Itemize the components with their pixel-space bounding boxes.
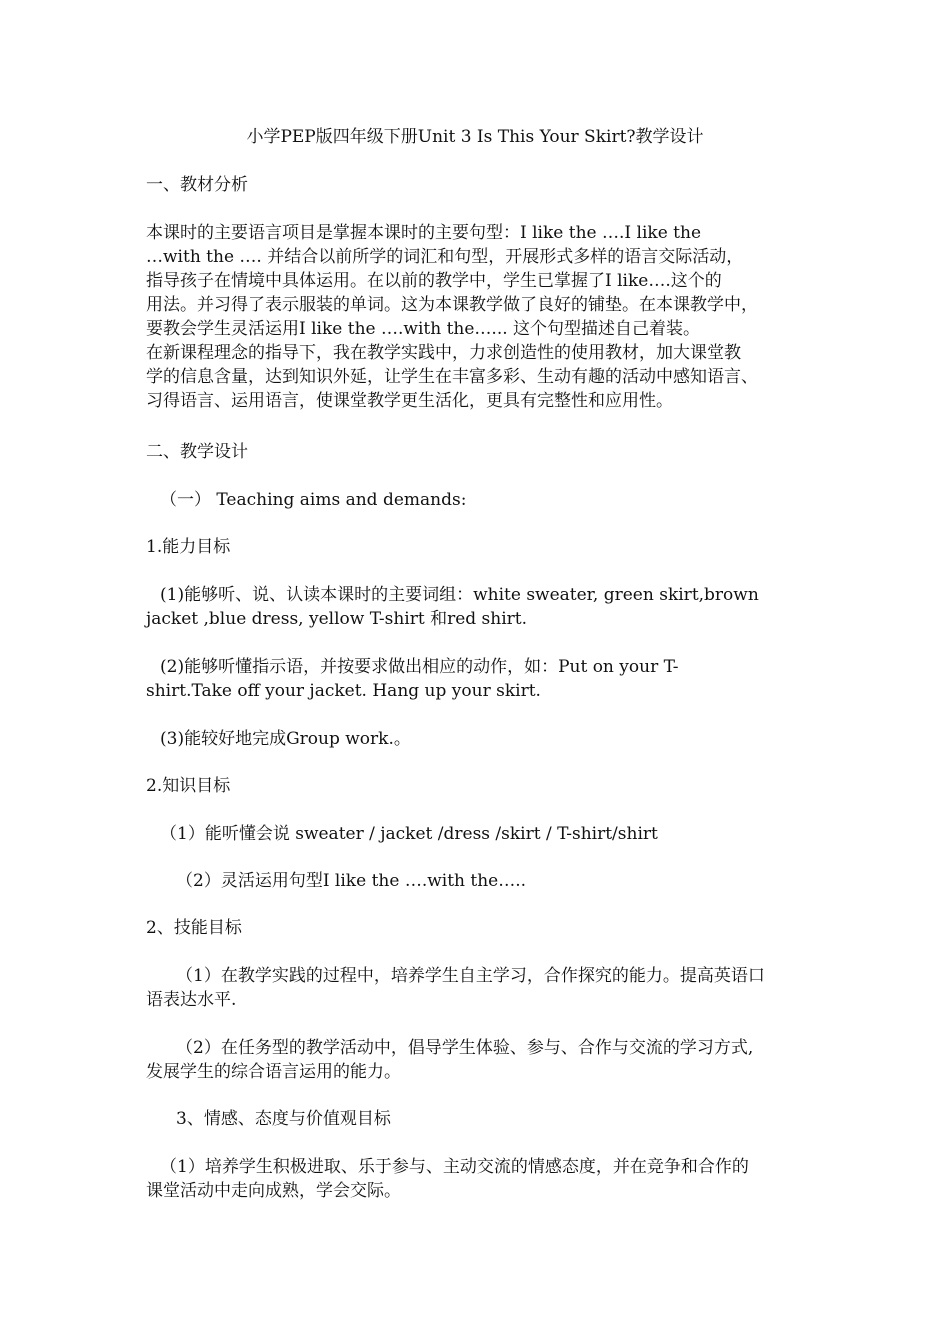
paragraph-line: …with the …. 并结合以前所学的词汇和句型，开展形式多样的语言交际活动， [146, 247, 744, 267]
skill-item-2-line: 发展学生的综合语言运用的能力。 [146, 1062, 401, 1082]
paragraph-line: 习得语言、运用语言，使课堂教学更生活化，更具有完整性和应用性。 [146, 391, 673, 411]
emotion-item-1-line: 课堂活动中走向成熟，学会交际。 [146, 1181, 401, 1201]
skill-item-1-line: 语表达水平. [146, 990, 237, 1010]
paragraph-line: 指导孩子在情境中具体运用。在以前的教学中，学生已掌握了I like….这个的 [146, 271, 722, 291]
ability-item-2-line: (2)能够听懂指示语，并按要求做出相应的动作，如：Put on your T- [160, 657, 679, 677]
heading-ability-goals: 1.能力目标 [146, 537, 231, 557]
heading-knowledge-goals: 2.知识目标 [146, 776, 231, 796]
knowledge-item-2: （2）灵活运用句型I like the ….with the….. [176, 871, 527, 891]
emotion-item-1-line: （1）培养学生积极进取、乐于参与、主动交流的情感态度，并在竞争和合作的 [160, 1157, 749, 1177]
heading-emotion-goals: 3、情感、态度与价值观目标 [176, 1109, 391, 1129]
ability-item-1-line: jacket ,blue dress, yellow T-shirt 和red shirt. [146, 609, 528, 629]
paragraph-line: 在新课程理念的指导下，我在教学实践中，力求创造性的使用教材，加大课堂教 [146, 343, 741, 363]
knowledge-item-1: （1）能听懂会说 sweater / jacket /dress /skirt / T-shirt/shirt [160, 824, 658, 844]
skill-item-2-line: （2）在任务型的教学活动中，倡导学生体验、参与、合作与交流的学习方式, [176, 1038, 754, 1058]
ability-item-1-line: (1)能够听、说、认读本课时的主要词组：white sweater, green skirt,brown [160, 585, 759, 605]
document-title: 小学PEP版四年级下册Unit 3 Is This Your Skirt?教学设计 [246, 127, 704, 147]
paragraph-line: 用法。并习得了表示服装的单词。这为本课教学做了良好的铺垫。在本课教学中， [146, 295, 758, 315]
paragraph-line: 要教会学生灵活运用I like the ….with the…... 这个句型描述自己着装。 [146, 319, 701, 339]
section-heading-material-analysis: 一、教材分析 [146, 175, 248, 195]
paragraph-line: 本课时的主要语言项目是掌握本课时的主要句型：I like the ….I like the [146, 223, 702, 243]
ability-item-3: (3)能较好地完成Group work.。 [160, 729, 411, 749]
section-heading-teaching-design: 二、教学设计 [146, 442, 248, 462]
subheading-teaching-aims: （一） Teaching aims and demands: [160, 490, 467, 510]
heading-skill-goals: 2、技能目标 [146, 918, 242, 938]
skill-item-1-line: （1）在教学实践的过程中，培养学生自主学习，合作探究的能力。提高英语口 [176, 966, 765, 986]
paragraph-line: 学的信息含量，达到知识外延，让学生在丰富多彩、生动有趣的活动中感知语言、 [146, 367, 758, 387]
ability-item-2-line: shirt.Take off your jacket. Hang up your skirt. [146, 681, 541, 701]
